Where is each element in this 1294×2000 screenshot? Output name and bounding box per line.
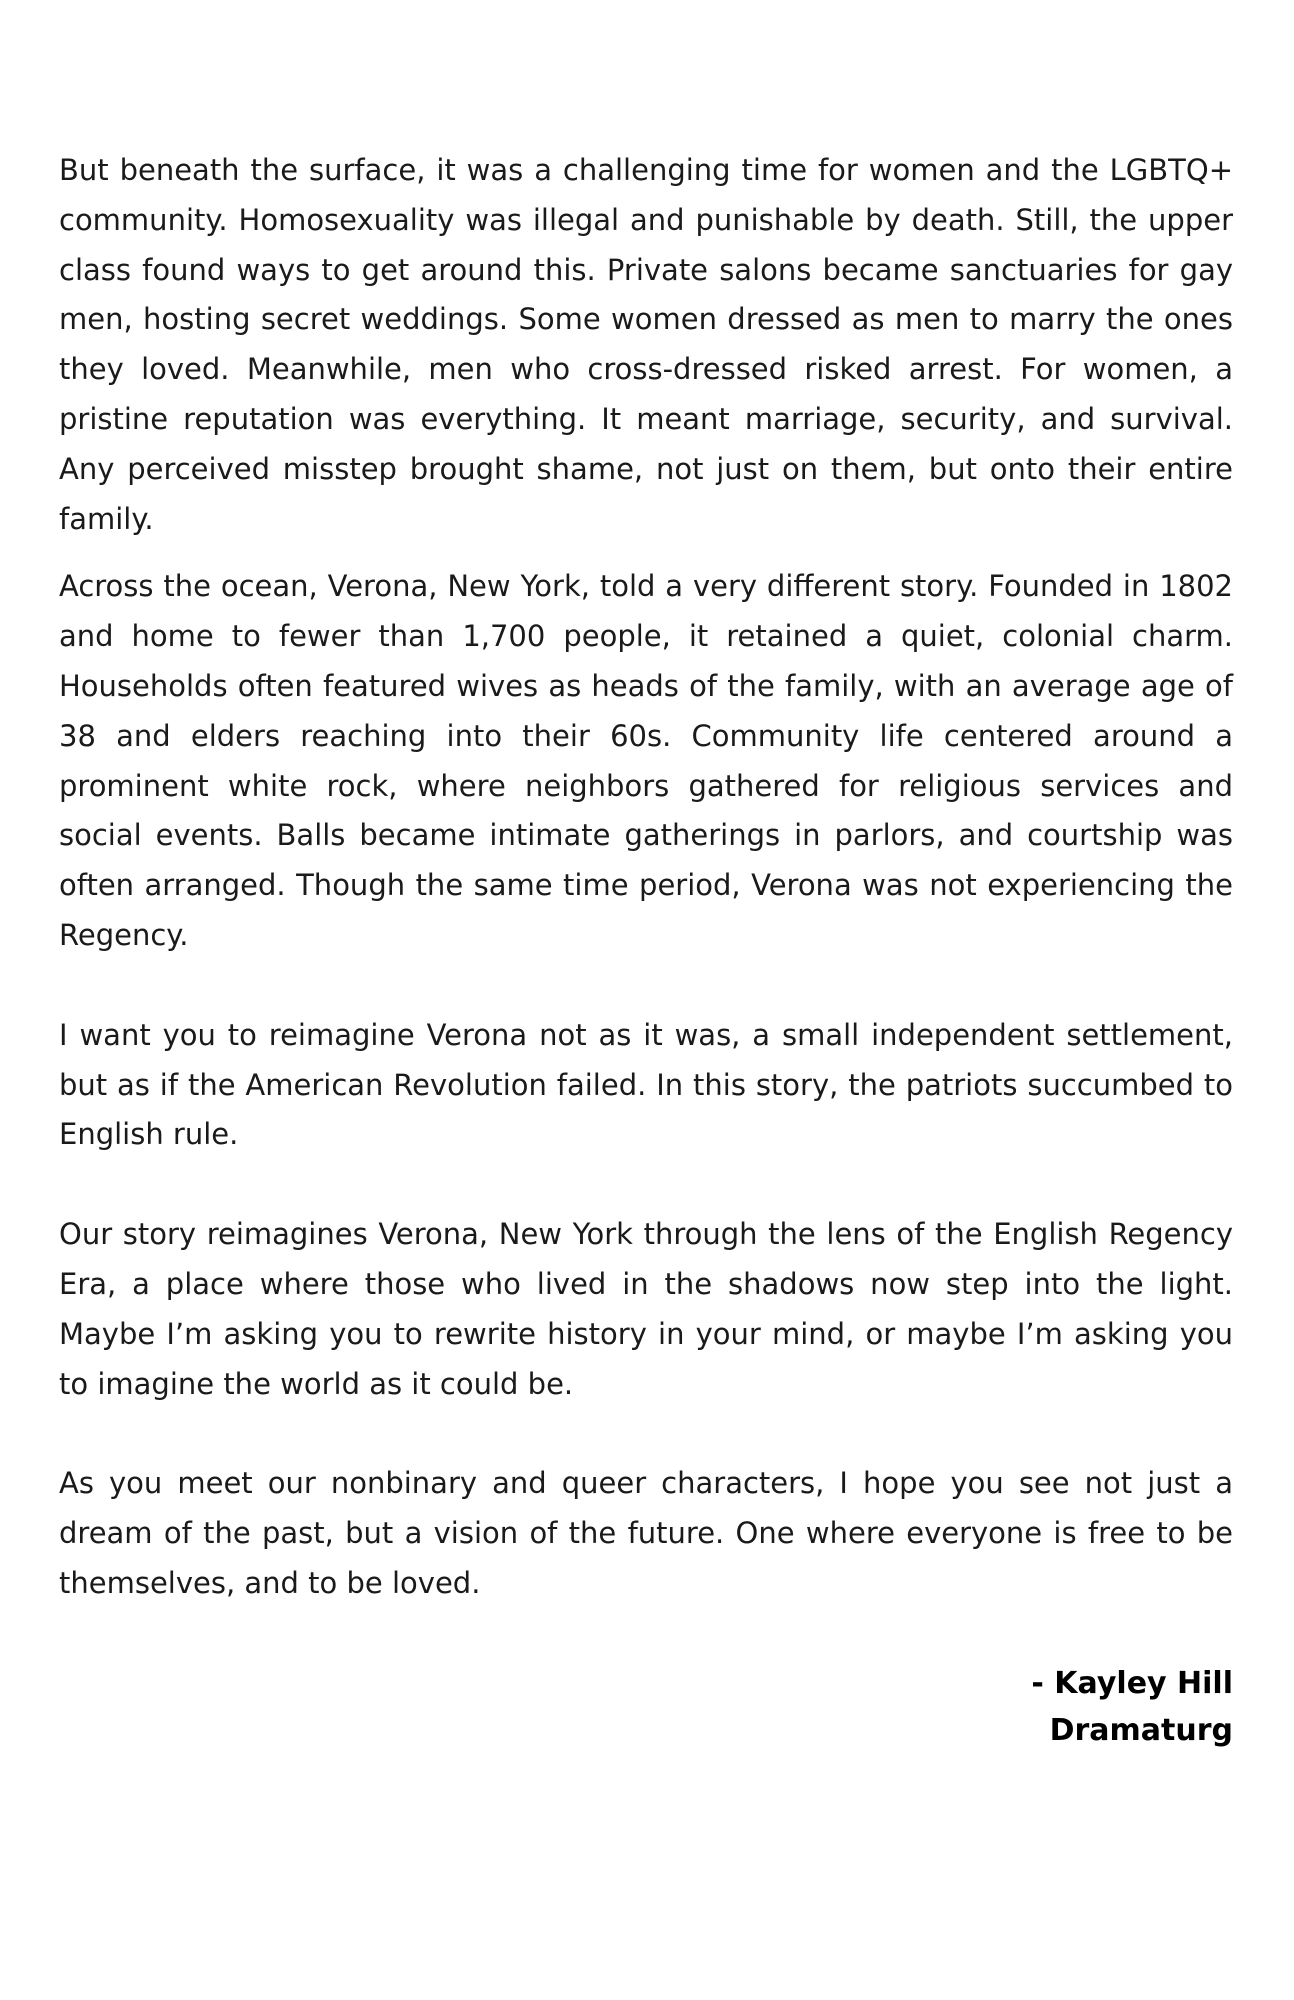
author-name: - Kayley Hill	[1031, 1666, 1233, 1701]
paragraph-reimagine-verona: I want you to reimagine Verona not as it was, a small independent settlement, but as if the American Revolution failed. In this story, the patriots succumbed to English rule.	[59, 1017, 1233, 1152]
paragraph-closing-hope: As you meet our nonbinary and queer characters, I hope you see not just a dream of the past, but a vision of the future. One where everyone is free to be themselves, and to be loved.	[59, 1466, 1233, 1600]
article-body	[59, 146, 1233, 1609]
paragraph-verona-history: Across the ocean, Verona, New York, told a very different story. Founded in 1802 and home to fewer than 1,700 people, it retained a quiet, colonial charm. Households often featured wives as heads of the family, with an average age of 38 and elders reaching into their 60s. Community life centered around a prominent white rock, where neighbors gathered for religious services and social events. Balls became intimate gatherings in parlors, and courtship was often arranged. Though the same time period, Verona was not experiencing the Regency.	[59, 569, 1233, 952]
paragraph-story-premise: Our story reimagines Verona, New York through the lens of the English Regency Era, a place where those who lived in the shadows now step into the light. Maybe I’m asking you to rewrite history in your mind, or maybe I’m asking you to imagine the world as it could be.	[59, 1217, 1233, 1401]
author-role: Dramaturg	[1049, 1713, 1233, 1748]
paragraph-regency-challenges: But beneath the surface, it was a challenging time for women and the LGBTQ+ community. Homosexuality was illegal and punishable by death. Still, the upper class found ways to get around this. Private salons became sanctuaries for gay men, hosting secret weddings. Some women dressed as men to marry the ones they loved. Meanwhile, men who cross-dressed risked arrest. For women, a pristine reputation was everything. It meant marriage, security, and survival. Any perceived misstep brought shame, not just on them, but onto their entire family.	[59, 153, 1233, 536]
signature-block	[1031, 1660, 1233, 1754]
